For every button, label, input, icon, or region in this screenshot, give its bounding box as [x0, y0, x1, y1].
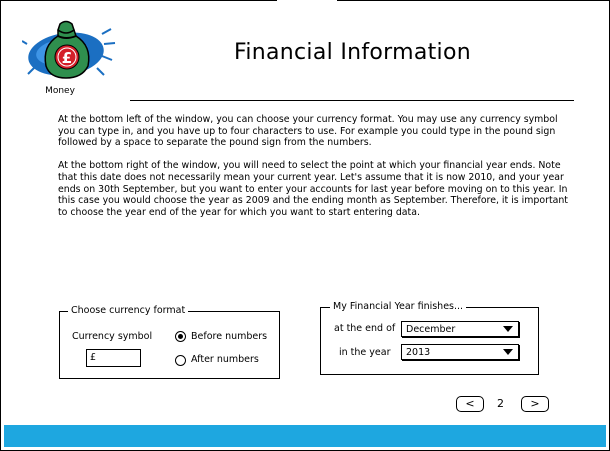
currency-symbol-input[interactable]: £	[86, 349, 141, 367]
money-logo	[22, 16, 118, 102]
currency-symbol-label: Currency symbol	[72, 331, 153, 342]
next-page-button[interactable]: >	[521, 396, 549, 412]
end-year-value: 2013	[406, 347, 431, 358]
end-year-select[interactable]	[401, 344, 519, 360]
after-numbers-radio[interactable]	[175, 355, 186, 366]
instructions-paragraph-2: At the bottom right of the window, you will need to select the point at which your financial year ends. Note that this date does not necessarily mean your current year. Let's assume that it is now 2010, and your year ends on 30th September, but you want to enter your accounts for last year before moving on to this year. In this case you would choose the year as 2009 and the ending month as September. Therefore, it is important to choose the year end of the year for which you want to start entering data.	[58, 160, 568, 218]
before-numbers-radio[interactable]	[175, 331, 186, 342]
financial-year-legend: My Financial Year finishes...	[330, 301, 466, 312]
window-top-gap	[277, 0, 337, 2]
currency-format-group	[59, 305, 280, 379]
logo-symbol: £	[61, 49, 73, 67]
before-numbers-label[interactable]: Before numbers	[191, 331, 268, 342]
end-month-label: at the end of	[334, 323, 396, 334]
instructions	[58, 114, 568, 230]
chevron-down-icon	[503, 326, 513, 332]
chevron-down-icon	[503, 349, 513, 355]
end-year-label: in the year	[339, 347, 391, 358]
financial-year-group	[320, 301, 539, 375]
end-month-value: December	[406, 324, 456, 335]
previous-page-button[interactable]: <	[456, 396, 484, 412]
after-numbers-label[interactable]: After numbers	[191, 354, 259, 365]
currency-format-legend: Choose currency format	[68, 305, 188, 316]
title-divider	[130, 100, 574, 101]
end-month-select[interactable]	[401, 321, 519, 337]
money-bag-icon	[22, 16, 118, 86]
page-number: 2	[497, 397, 504, 410]
bottom-accent-bar	[4, 425, 606, 447]
page-title: Financial Information	[234, 40, 471, 65]
instructions-paragraph-1: At the bottom left of the window, you can choose your currency format. You may use any currency symbol you can type in, and you have up to four characters to use. For example you could type in the pound sign followed by a space to separate the pound sign from the numbers.	[58, 114, 558, 149]
logo-caption: Money	[45, 86, 75, 96]
